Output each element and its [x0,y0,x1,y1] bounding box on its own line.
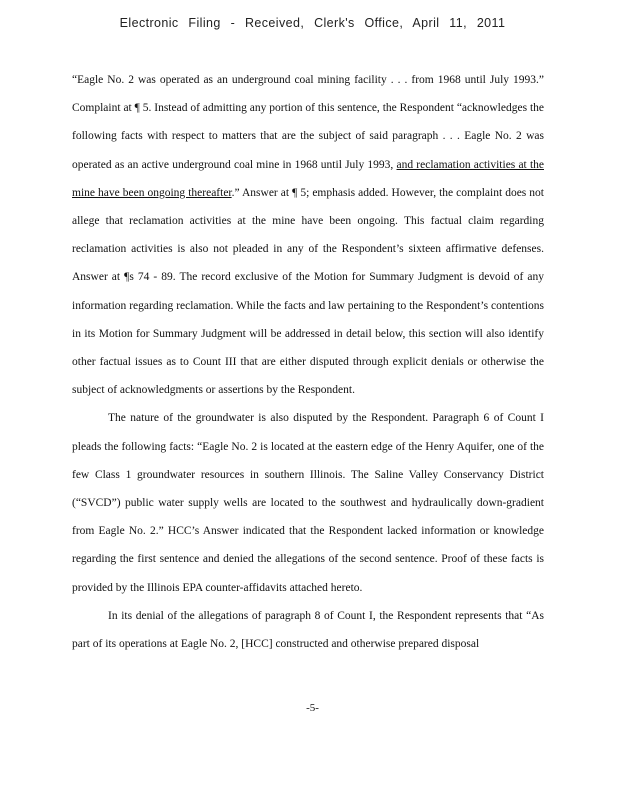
paragraph-reclamation [72,66,544,404]
filing-header: Electronic Filing - Received, Clerk's Office, April 11, 2011 [119,16,506,30]
page-number: -5- [306,702,319,714]
paragraph-groundwater: The nature of the groundwater is also disputed by the Respondent. Paragraph 6 of Count I pleads the following facts: “Eagle No. 2 is located at the eastern edge of the Henry Aquifer, one of the few Class 1 groundwater resources in southern Illinois. The Saline Valley Conservancy District (“SVCD”) public water supply wells are located to the southwest and hydraulically down-gradient from Eagle No. 2.” HCC’s Answer indicated that the Respondent lacked information or knowledge regarding the first sentence and denied the allegations of the second sentence. Proof of these facts is provided by the Illinois EPA counter-affidavits attached hereto. [72,412,544,594]
paragraph-denial: In its denial of the allegations of paragraph 8 of Count I, the Respondent represents that “As part of its operations at Eagle No. 2, [HCC] constructed and otherwise prepared disposal [72,609,544,651]
document-body [72,66,544,658]
paragraph-reclamation-part2: .” Answer at ¶ 5; emphasis added. However, the complaint does not allege that reclamation activities at the mine have been ongoing. This factual claim regarding reclamation activities is also not pleaded in any of the Respondent’s sixteen affirmative defenses. Answer at ¶s 74 - 89. The record exclusive of the Motion for Summary Judgment is devoid of any information regarding reclamation. While the facts and law pertaining to the Respondent’s contentions in its Motion for Summary Judgment will be addressed in detail below, this section will also identify other factual issues as to Count III that are either disputed through explicit denials or otherwise the subject of acknowledgments or assertions by the Respondent. [72,186,544,397]
paragraph-reclamation-part1: “Eagle No. 2 was operated as an underground coal mining facility . . . from 1968 until July 1993.” Complaint at ¶ 5. Instead of admitting any portion of this sentence, the Respondent “acknowledges the following facts with respect to matters that are the subject of said paragraph . . . Eagle No. 2 was operated as an active underground coal mine in 1968 until July 1993, [72,74,544,171]
underlined-emphasis: and reclamation activities at the mine have been ongoing thereafter [72,158,544,199]
